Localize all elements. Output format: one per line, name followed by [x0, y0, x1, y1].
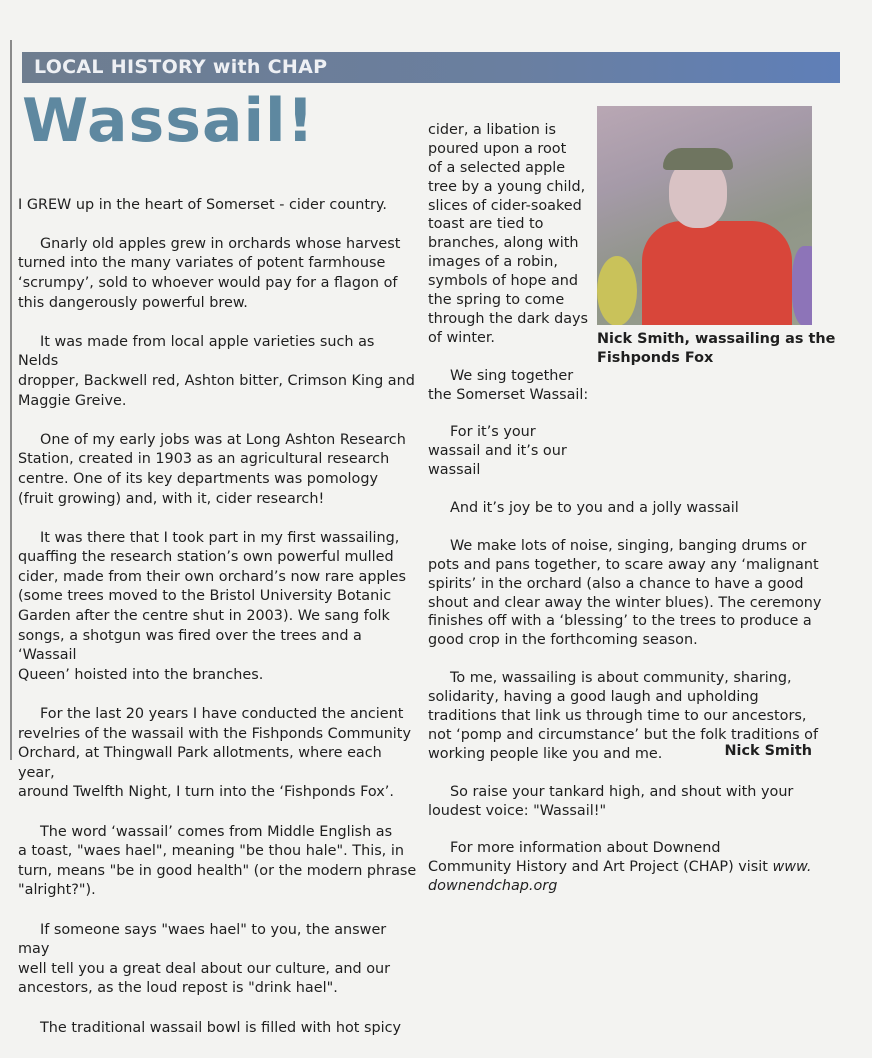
- balloon-shape: [792, 246, 812, 325]
- paragraph: It was there that I took part in my first wassailing, quaffing the research station’s own powerful mulled cider, made from their own orchard’s now rare apples (some trees moved to the Bristol University Botanic Garden after the centre shut in 2003). We sang folk songs, a shotgun was fired over the trees and a ‘Wassail Queen’ hoisted into the branches.: [18, 529, 406, 683]
- website-link[interactable]: downendchap.org: [428, 878, 558, 895]
- article-title: Wassail!: [22, 86, 315, 156]
- photo-caption: Nick Smith, wassailing as the Fishponds Fox: [597, 331, 836, 366]
- more-info-paragraph: [428, 839, 828, 896]
- song-lyric: And it’s joy be to you and a jolly wassail: [450, 500, 739, 517]
- red-coat-shape: [642, 221, 792, 325]
- paragraph: It was made from local apple varieties such as Nelds dropper, Backwell red, Ashton bitter, Crimson King and Maggie Greive.: [18, 333, 415, 409]
- paragraph: For the last 20 years I have conducted the ancient revelries of the wassail with the Fishponds Community Orchard, at Thingwall Park allotments, where each year, around Twelfth Night, I turn into the ‘Fishponds Fox’.: [18, 706, 411, 801]
- paragraph: To me, wassailing is about community, sharing, solidarity, having a good laugh and upholding traditions that link us through time to our ancestors, not ‘pomp and circumstance’ but the folk traditions of working people like you and me.: [428, 670, 819, 762]
- paragraph: So raise your tankard high, and shout with your loudest voice: "Wassail!": [428, 783, 794, 819]
- paragraph: We sing together the Somerset Wassail:: [428, 367, 589, 403]
- paragraph: The word ‘wassail’ comes from Middle English as a toast, "waes hael", meaning "be thou hale". This, in turn, means "be in good health" (or the modern phrase "alright?").: [18, 823, 417, 899]
- website-link[interactable]: www.: [772, 859, 812, 876]
- paragraph: One of my early jobs was at Long Ashton Research Station, created in 1903 as an agricultural research centre. One of its key departments was pomology (fruit growing) and, with it, cider research!: [18, 431, 406, 507]
- paragraph: cider, a libation is poured upon a root of a selected apple tree by a young child, slices of cider-soaked toast are tied to branches, along with images of a robin, symbols of hope and the spring to come through the dark days of winter.: [428, 121, 589, 346]
- paragraph: If someone says "waes hael" to you, the answer may well tell you a great deal about our culture, and our ancestors, as the loud repost is "drink hael".: [18, 921, 391, 997]
- cap-shape: [663, 148, 733, 170]
- column-rule: [10, 40, 12, 760]
- more-info-text: For more information about Downend Community History and Art Project (CHAP) visit: [428, 840, 768, 876]
- paragraph: I GREW up in the heart of Somerset - cider country.: [18, 196, 387, 213]
- left-column: [18, 176, 418, 1058]
- paragraph: Gnarly old apples grew in orchards whose harvest turned into the many variates of potent farmhouse ‘scrumpy’, sold to whoever would pay for a flagon of this dangerously powerful brew.: [18, 235, 401, 311]
- section-label: LOCAL HISTORY with CHAP: [34, 56, 328, 78]
- balloon-shape: [597, 256, 637, 325]
- photo-nick-smith: [597, 106, 812, 325]
- song-lyric: For it’s your wassail and it’s our wassail: [428, 424, 567, 479]
- paragraph: We make lots of noise, singing, banging drums or pots and pans together, to scare away any ‘malignant spirits’ in the orchard (also a chance to have a good shout and clear away the winter blues). The ceremony finishes off with a ‘blessing’ to the trees to produce a good crop in the forthcoming season.: [428, 537, 822, 649]
- byline: Nick Smith: [724, 743, 812, 759]
- paragraph: The traditional wassail bowl is filled with hot spicy: [40, 1019, 402, 1036]
- section-banner: [22, 52, 840, 83]
